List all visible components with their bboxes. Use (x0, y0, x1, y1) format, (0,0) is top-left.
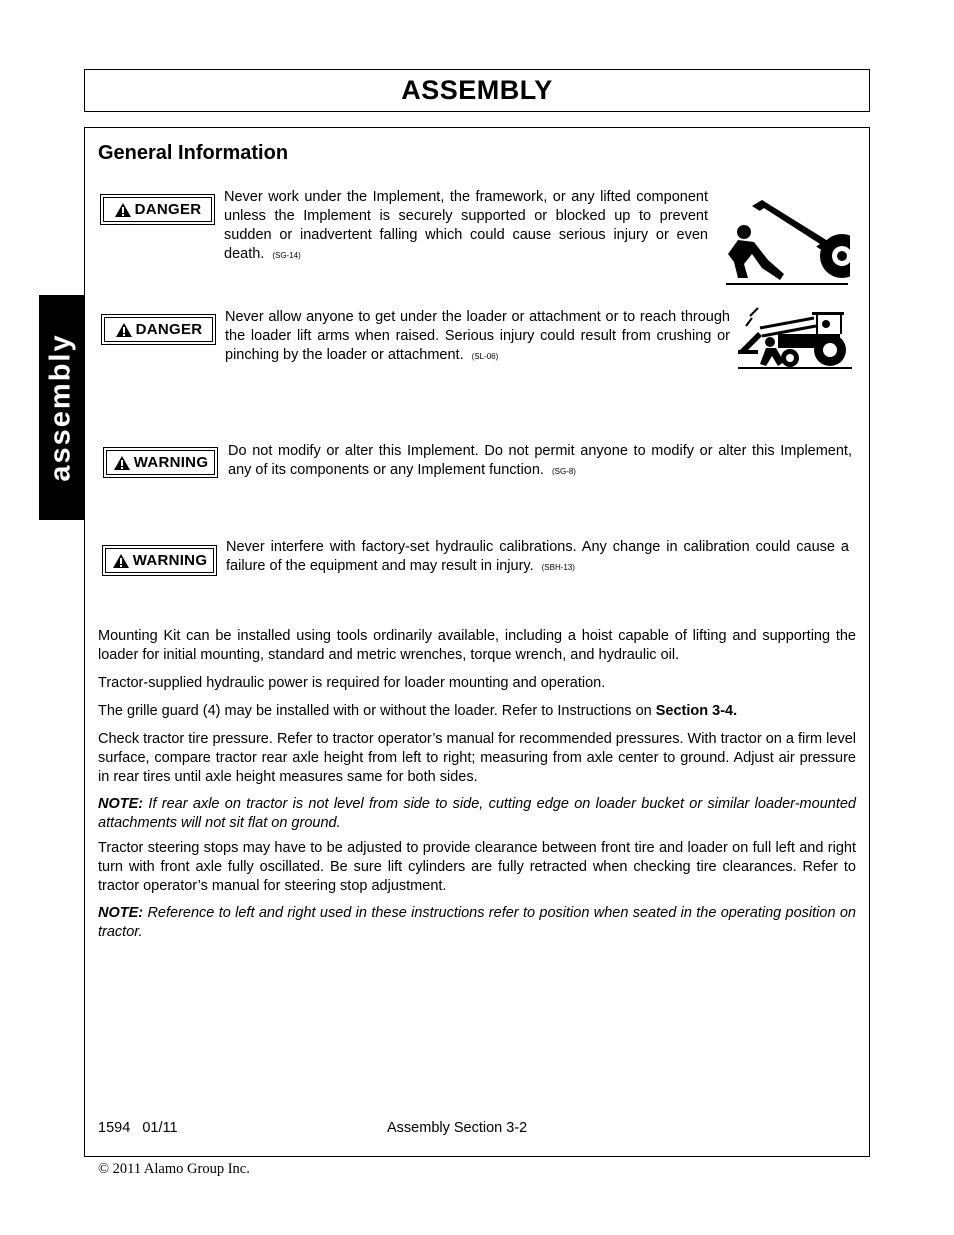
safety-code: (SBH-13) (541, 563, 575, 572)
crushed-under-implement-illustration (724, 192, 850, 286)
section-reference: Section 3-4. (655, 703, 738, 719)
section-title: General Information (98, 142, 289, 164)
side-tab (39, 295, 84, 520)
note-label: NOTE: (98, 905, 144, 921)
paragraph-mounting-kit: Mounting Kit can be installed using tools ordinarily available, including a hoist capable of lifting and supporting the loader for initial mounting, standard and metric wrenches, torque wrench, and hydraulic oil. (98, 628, 856, 663)
warning-badge (102, 545, 217, 576)
paragraph-hydraulic-power: Tractor-supplied hydraulic power is required for loader mounting and operation. (98, 675, 606, 691)
safety-text: Never allow anyone to get under the loader or attachment or to reach through the loader lift arms when raised. Serious injury could result from crushing or pinching by the loader or attachment. (225, 309, 730, 363)
danger-badge (101, 314, 216, 345)
safety-code: (SL-06) (471, 352, 499, 361)
safety-text: Do not modify or alter this Implement. Do not permit anyone to modify or alter this Implement, any of its components or any Implement function. (228, 443, 852, 478)
page-label: Assembly Section 3-2 (387, 1120, 528, 1136)
warning-triangle-icon (113, 455, 131, 471)
paragraph-tire-pressure: Check tractor tire pressure. Refer to tractor operator’s manual for recommended pressures. With tractor on a firm level surface, compare tractor rear axle height from left to right; measuring from axle center to ground. Adjust air pressure in rear tires until axle height measures same for both sides. (98, 731, 856, 785)
warning-triangle-icon (112, 553, 130, 569)
warning-label: WARNING (133, 454, 209, 471)
page-title: ASSEMBLY (401, 75, 553, 105)
safety-code: (SG-14) (272, 251, 301, 260)
note-left-right (98, 904, 856, 942)
safety-message (228, 442, 852, 481)
warning-triangle-icon (115, 322, 133, 338)
note-label: NOTE: (98, 796, 144, 812)
warning-triangle-icon (114, 202, 132, 218)
note-rear-axle (98, 795, 856, 833)
paragraph-grille-guard (98, 702, 856, 721)
safety-code: (SG-8) (551, 467, 576, 476)
note-text: If rear axle on tractor is not level from side to side, cutting edge on loader bucket or similar loader-mounted attachments will not sit flat on ground. (98, 796, 856, 831)
danger-label: DANGER (134, 201, 202, 218)
warning-badge (103, 447, 218, 478)
safety-message (226, 538, 849, 577)
safety-text: Never work under the Implement, the framework, or any lifted component unless the Implement is securely supported or blocked up to prevent sudden or inadvertent falling which could cause serious injury or even death. (224, 189, 708, 262)
safety-text: Never interfere with factory-set hydraulic calibrations. Any change in calibration could cause a failure of the equipment and may result in injury. (226, 539, 849, 574)
loader-crush-illustration (736, 306, 854, 370)
grille-guard-text: The grille guard (4) may be installed with or without the loader. Refer to Instructions on (98, 703, 656, 719)
page-header (84, 69, 870, 112)
copyright: © 2011 Alamo Group Inc. (98, 1161, 250, 1177)
doc-id: 1594 01/11 (98, 1120, 178, 1136)
side-tab-label: assembly (45, 333, 78, 482)
warning-label: WARNING (132, 552, 208, 569)
safety-message (225, 308, 730, 366)
danger-badge (100, 194, 215, 225)
danger-label: DANGER (135, 321, 203, 338)
paragraph-steering-stops: Tractor steering stops may have to be adjusted to provide clearance between front tire and loader on full left and right turn with front axle fully oscillated. Be sure lift cylinders are fully retracted when checking tire clearances. Refer to tractor operator’s manual for steering stop adjustment. (98, 840, 856, 894)
note-text: Reference to left and right used in these instructions refer to position when seated in the operating position on tractor. (98, 905, 856, 940)
safety-message (224, 188, 708, 265)
